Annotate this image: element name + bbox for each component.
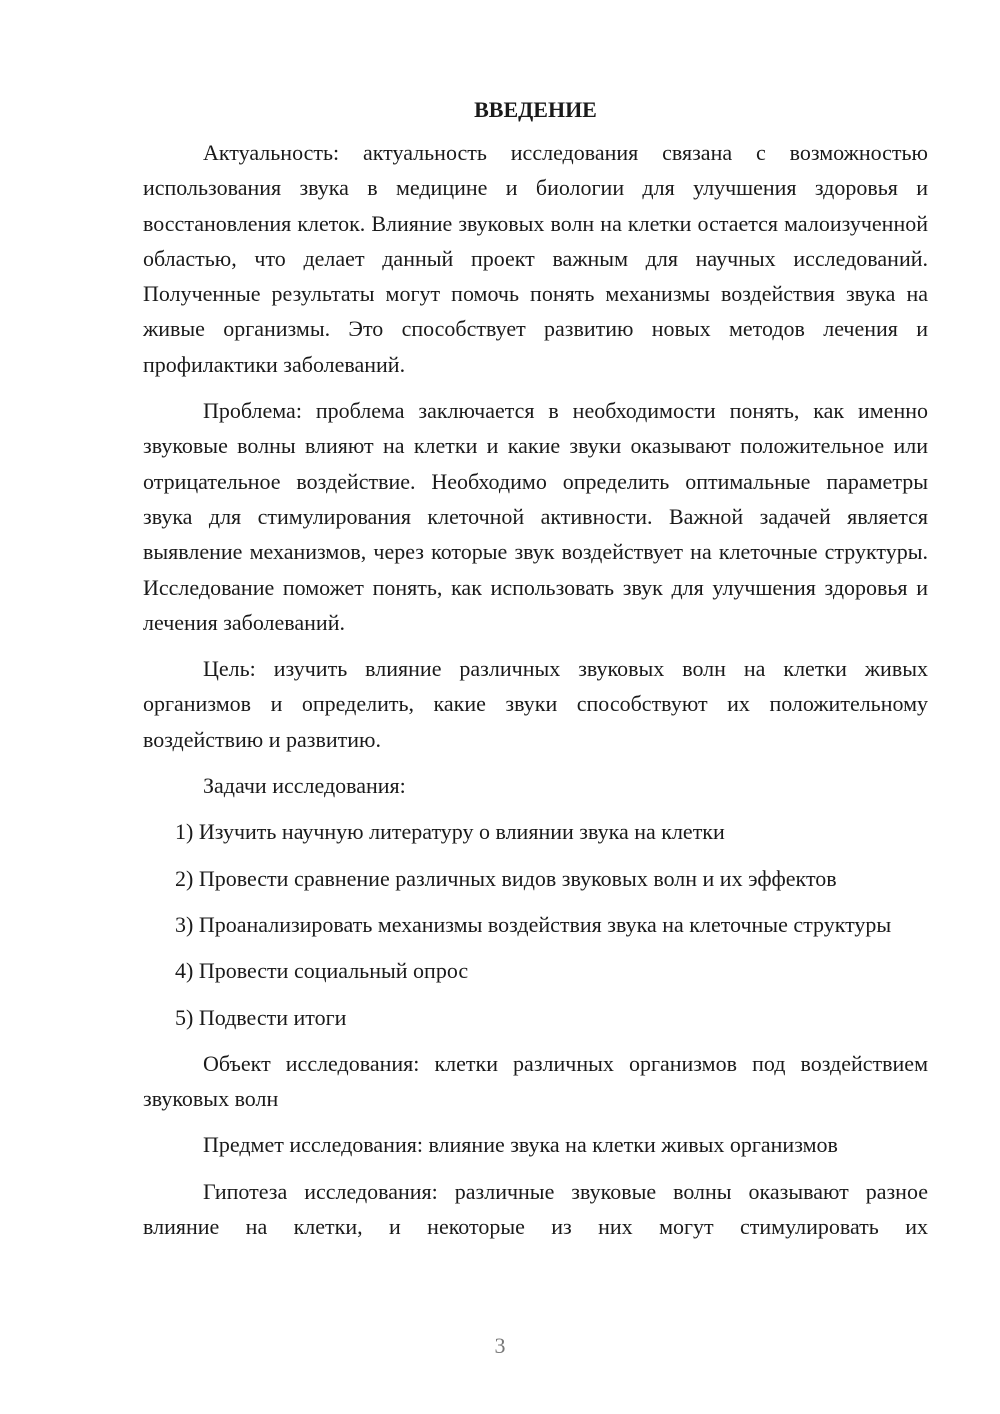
task-item-3: 3) Проанализировать механизмы воздействия звука на клеточные структуры [175,911,892,937]
document-page [143,92,928,1244]
relevance-paragraph: Актуальность: актуальность исследования связана с возможностью использования звука в медицине и биологии для улучшения здоровья и восстановления клеток. Влияние звуковых волн на клетки остается малоизученной областью, что делает данный проект важным для научных исследований. Полученные результаты могут помочь понять механизмы воздействия звука на живые организмы. Это способствует развитию новых методов лечения и профилактики заболеваний. [143,140,928,377]
task-item-5: 5) Подвести итоги [175,1004,347,1030]
hypothesis-paragraph: Гипотеза исследования: различные звуковые волны оказывают разное влияние на клетки, и некоторые из них могут стимулировать их [143,1178,928,1240]
subject-paragraph: Предмет исследования: влияние звука на клетки живых организмов [203,1132,838,1158]
page-title: ВВЕДЕНИЕ [474,97,597,122]
object-paragraph: Объект исследования: клетки различных организмов под воздействием звуковых волн [143,1050,928,1112]
task-item-4: 4) Провести социальный опрос [175,958,469,984]
tasks-heading: Задачи исследования: [203,773,406,799]
task-item-2: 2) Провести сравнение различных видов звуковых волн и их эффектов [175,865,837,891]
page-number: 3 [494,1333,506,1358]
goal-paragraph: Цель: изучить влияние различных звуковых волн на клетки живых организмов и определить, какие звуки способствуют их положительному воздействию и развитию. [143,656,928,752]
task-item-1: 1) Изучить научную литературу о влиянии звука на клетки [175,819,725,845]
problem-paragraph: Проблема: проблема заключается в необходимости понять, как именно звуковые волны влияют на клетки и какие звуки оказывают положительное или отрицательное воздействие. Необходимо определить оптимальные параметры звука для стимулирования клеточной активности. Важной задачей является выявление механизмов, через которые звук воздействует на клеточные структуры. Исследование поможет понять, как использовать звук для улучшения здоровья и лечения заболеваний. [143,398,928,635]
